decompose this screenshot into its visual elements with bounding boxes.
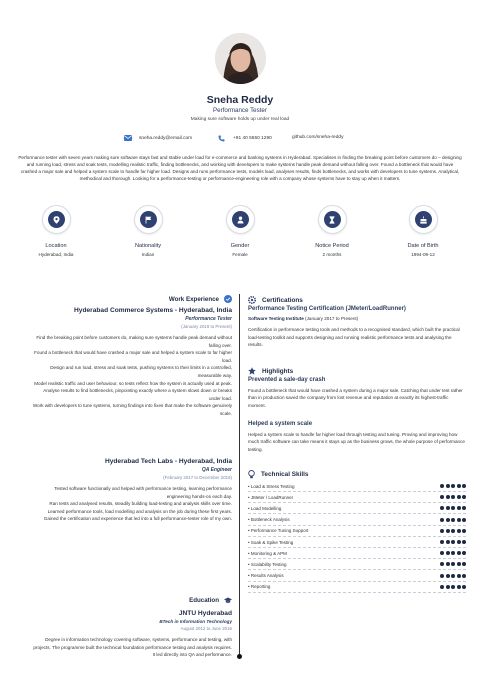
certification-entry — [248, 306, 466, 348]
skill-name-text: Performance Tuning Support — [250, 528, 309, 534]
skill-level-dot — [451, 495, 455, 499]
personal-info-location — [23, 205, 89, 257]
skill-level-dot — [462, 506, 466, 510]
skill-level-dot — [440, 506, 444, 510]
job-1-role: Performance Tester — [185, 316, 232, 322]
star-icon — [248, 367, 256, 375]
certifications-title: Certifications — [262, 296, 303, 304]
job-2-line: Gained the certification and experience that led into a full performance-tester role of my own. — [43, 516, 232, 522]
skill-level — [440, 585, 466, 589]
skill-row — [248, 481, 466, 492]
website-contact[interactable] — [292, 135, 343, 140]
flag-badge — [134, 205, 163, 234]
skill-name: • Monitoring & APM — [248, 550, 287, 556]
skill-level-dot — [440, 562, 444, 566]
hourglass-icon — [324, 211, 341, 228]
highlight-2 — [248, 421, 466, 453]
skill-level-dot — [440, 484, 444, 488]
skill-level-dot — [446, 506, 450, 510]
personal-info-label: Notice Period — [315, 243, 349, 249]
skill-level — [440, 484, 466, 488]
skill-level-dot — [440, 585, 444, 589]
personal-info-value: Indian — [141, 252, 155, 257]
job-2-line: Learned performance tools, load modelling and analysis on the job during these first years. — [47, 508, 232, 514]
personal-info-label: Nationality — [134, 243, 162, 249]
skill-level-dot — [462, 529, 466, 533]
skill-name-text: Scalability Testing — [250, 561, 287, 567]
skill-level-dot — [457, 562, 461, 566]
skill-level-dot — [440, 551, 444, 555]
education-degree: BTech in Information Technology — [159, 619, 232, 624]
personal-info-value: 2 months — [322, 252, 342, 257]
technical-skills-heading — [248, 470, 466, 479]
skill-row — [248, 559, 466, 570]
work-experience-heading — [169, 295, 232, 303]
skill-row — [248, 571, 466, 582]
person-name: Sneha Reddy — [206, 94, 274, 106]
certifications-heading — [248, 296, 466, 304]
education-entry — [32, 610, 232, 659]
lightbulb-icon — [248, 470, 255, 479]
skill-level-dot — [451, 506, 455, 510]
skill-level — [440, 495, 466, 499]
skill-level-dot — [446, 540, 450, 544]
skill-level-dot — [457, 551, 461, 555]
job-2 — [32, 458, 232, 523]
job-2-description — [32, 485, 232, 523]
website-text: github.com/sneha-reddy — [292, 135, 344, 140]
skill-level — [440, 540, 466, 544]
skill-level — [440, 529, 466, 533]
skill-row — [248, 526, 466, 537]
skill-level-dot — [457, 495, 461, 499]
phone-icon — [218, 135, 225, 142]
skill-name-text: Load & Stress Testing — [250, 483, 295, 489]
skill-name-text: Bottleneck Analysis — [250, 517, 290, 523]
skill-level — [440, 562, 466, 566]
job-1-line: Found a bottleneck that would have crashed a major sale and helped a system scale to far higher load. — [34, 350, 232, 363]
skill-level-dot — [446, 484, 450, 488]
skill-level-dot — [462, 484, 466, 488]
job-2-role: QA Engineer — [201, 467, 232, 473]
cake-badge — [409, 205, 438, 234]
education-school: JNTU Hyderabad — [178, 610, 232, 617]
skill-name-text: Monitoring & APM — [250, 550, 287, 556]
skill-level-dot — [457, 484, 461, 488]
skill-row — [248, 515, 466, 526]
technical-skills-title: Technical Skills — [261, 471, 309, 478]
skill-row — [248, 492, 466, 503]
job-2-company: Hyderabad Tech Labs - Hyderabad, India — [104, 458, 232, 465]
job-1-line: Model realistic traffic and user behaviour, so tests reflect how the system is actually used at peak. — [34, 380, 232, 386]
skill-name: • Load & Stress Testing — [248, 483, 295, 489]
skill-level-dot — [440, 529, 444, 533]
summary-paragraph: Performance tester with seven years making sure software stays fast and stable under load for e-commerce and banking systems in Hyderabad. Specialises in finding the breaking point before customers do – designing and running load, stress and soak tests, modelling realistic traffic, finding bottlenecks, and working with developers to make systems handle peak demand without falling over. Found a bottleneck that would have crashed a major sale and helped a system scale to handle far higher load. Designs and runs performance tests, models load, analyses results, finds bottlenecks, and works with developers to tune systems. Analytical, methodical and thorough. Looking for a performance-testing or performance-engineering role with a company whose systems have to stay up when it matters. — [18, 155, 462, 181]
person-badge — [226, 205, 255, 234]
hourglass-badge — [318, 205, 347, 234]
skill-level-dot — [457, 529, 461, 533]
personal-info-notice-period — [299, 205, 365, 257]
skill-level-dot — [457, 506, 461, 510]
person-icon — [232, 211, 249, 228]
skill-level-dot — [457, 574, 461, 578]
skill-name: • Bottleneck Analysis — [248, 517, 290, 523]
skill-level-dot — [440, 518, 444, 522]
job-1 — [32, 307, 232, 418]
personal-info-value: Hyderabad, India — [38, 252, 74, 257]
timeline-line — [239, 294, 240, 657]
education-dates: August 2012 to June 2016 — [180, 626, 232, 631]
job-1-description — [32, 334, 232, 418]
work-experience-title: Work Experience — [168, 295, 219, 303]
skill-level-dot — [451, 585, 455, 589]
skill-level-dot — [462, 574, 466, 578]
skill-level — [440, 574, 466, 578]
highlights-heading — [248, 367, 466, 375]
skill-level — [440, 506, 466, 510]
skill-level-dot — [446, 585, 450, 589]
personal-info-label: Date of Birth — [407, 243, 439, 249]
skill-level-dot — [462, 540, 466, 544]
certification-issuer-line — [248, 315, 466, 322]
skill-name: • Soak & Spike Testing — [248, 539, 294, 545]
personal-info-nationality — [115, 205, 181, 257]
skill-level — [440, 518, 466, 522]
personal-info-gender — [207, 205, 273, 257]
verified-badge-icon — [224, 295, 232, 303]
highlight-1 — [248, 377, 466, 409]
personal-info-label: Gender — [230, 243, 250, 249]
education-description: Degree in information technology covering software, systems, performance and testing, with projects. The programme built the technical foundation performance testing and analysis requires. It led directly into QA and performance. — [33, 637, 232, 658]
tagline: Making sure software holds up under real load — [190, 117, 290, 122]
skill-level-dot — [446, 562, 450, 566]
skill-name: • Load Modelling — [248, 505, 282, 511]
email-icon — [124, 135, 132, 141]
job-1-dates: (January 2019 to Present) — [181, 324, 232, 329]
cake-icon — [415, 211, 432, 228]
skill-level-dot — [446, 518, 450, 522]
skill-level-dot — [462, 495, 466, 499]
skill-row — [248, 548, 466, 559]
skill-level-dot — [451, 574, 455, 578]
skill-level-dot — [446, 529, 450, 533]
personal-info-value: Female — [232, 252, 248, 257]
highlight-1-text: Found a bottleneck that would have crashed a system during a major sale. Catching that under test rather than in production saved the company from lost revenue and reputation at exactly its highest-traffic moment. — [248, 388, 463, 408]
skill-level-dot — [446, 551, 450, 555]
highlight-1-title: Prevented a sale-day crash — [248, 377, 326, 383]
highlights-title: Highlights — [262, 367, 294, 375]
skill-level-dot — [462, 562, 466, 566]
skill-level-dot — [462, 518, 466, 522]
education-title: Education — [189, 597, 219, 604]
location-pin-badge — [42, 205, 71, 234]
skill-level-dot — [457, 540, 461, 544]
skill-level-dot — [451, 518, 455, 522]
email-contact[interactable] — [124, 135, 192, 141]
job-2-line: Ran tests and analysed results, steadily building load-testing and analysis skills over time. — [49, 501, 232, 507]
job-1-line: Design and run load, stress and soak tests, pushing systems to their limits in a controlled, measurable way. — [50, 365, 232, 378]
skill-level-dot — [451, 529, 455, 533]
highlight-2-text: Helped a system scale to handle far higher load through testing and tuning. Proving and improving how much traffic software can take means it stays up as the business grows, the whole purpose of performance testing. — [248, 432, 465, 452]
skill-name: • Results Analysis — [248, 573, 284, 579]
email-text: sneha.reddy@email.com — [139, 135, 193, 141]
phone-text: +91 40 5550 1290 — [233, 136, 272, 141]
phone-contact[interactable] — [218, 135, 272, 142]
skill-name: • JMeter / LoadRunner — [248, 494, 294, 500]
graduation-cap-icon — [224, 597, 232, 604]
skill-level-dot — [451, 540, 455, 544]
job-1-line: Analyse results to find bottlenecks, pinpointing exactly where a system slows down or breaks under load. — [43, 388, 232, 401]
skill-level-dot — [457, 518, 461, 522]
timeline-end-dot — [237, 654, 242, 659]
skill-name: • Reporting — [248, 584, 271, 590]
skill-row — [248, 537, 466, 548]
skill-name-text: Reporting — [250, 584, 271, 590]
skill-name: • Performance Tuning Support — [248, 528, 309, 534]
certification-name: Performance Testing Certification (JMeter/LoadRunner) — [248, 306, 406, 312]
skill-row — [248, 503, 466, 514]
skill-level-dot — [440, 574, 444, 578]
skill-level-dot — [446, 574, 450, 578]
job-2-dates: (February 2017 to December 2018) — [163, 475, 232, 480]
personal-info-value: 1994-09-12 — [411, 252, 435, 257]
skill-name-text: JMeter / LoadRunner — [250, 494, 294, 500]
skill-level-dot — [440, 495, 444, 499]
skill-level-dot — [446, 495, 450, 499]
skill-name-text: Results Analysis — [250, 573, 284, 579]
skill-name-text: Load Modelling — [250, 505, 282, 511]
gear-icon — [248, 296, 256, 304]
location-pin-icon — [48, 211, 65, 228]
certification-description: Certification in performance testing tools and methods to a recognised standard, which built the practical load-testing toolkit and supports designing and running realistic performance tests and analysing the results. — [248, 327, 460, 347]
job-1-company: Hyderabad Commerce Systems - Hyderabad, India — [74, 307, 232, 314]
skill-level — [440, 551, 466, 555]
certification-issuer: Software Testing Institute — [248, 316, 304, 321]
skill-level-dot — [451, 562, 455, 566]
avatar — [215, 33, 266, 84]
education-heading — [189, 597, 232, 604]
flag-icon — [140, 211, 157, 228]
certification-dates: (January 2017 to Present) — [305, 316, 359, 321]
job-title: Performance Tester — [213, 107, 267, 114]
skill-level-dot — [457, 585, 461, 589]
skill-name-text: Soak & Spike Testing — [250, 539, 294, 545]
skill-name: • Scalability Testing — [248, 561, 287, 567]
personal-info-label: Location — [45, 243, 67, 249]
job-1-line: Find the breaking point before customers do, making sure systems handle peak demand without falling over. — [36, 335, 232, 348]
job-1-line: Work with developers to tune systems, turning findings into fixes that make the software genuinely scale. — [32, 403, 232, 416]
highlight-2-title: Helped a system scale — [248, 421, 313, 427]
skill-level-dot — [451, 551, 455, 555]
skill-level-dot — [462, 585, 466, 589]
skill-level-dot — [462, 551, 466, 555]
job-2-line: Tested software functionally and helped with performance testing, learning performance engineering hands-on each day. — [54, 486, 232, 499]
personal-info-date-of-birth — [390, 205, 456, 257]
skill-level-dot — [440, 540, 444, 544]
skill-row — [248, 582, 466, 593]
skill-level-dot — [451, 484, 455, 488]
